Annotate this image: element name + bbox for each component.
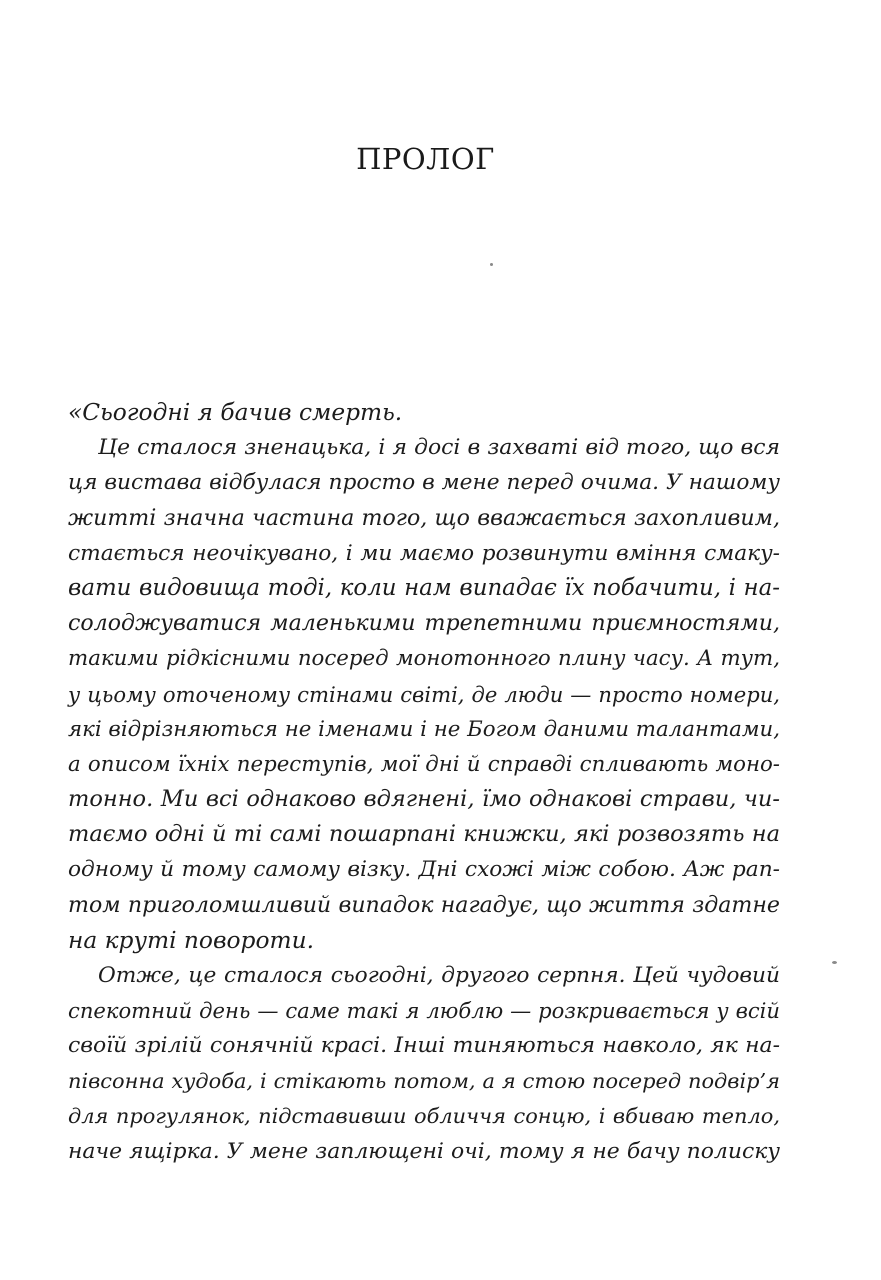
text-line: на круті повороти. — [68, 926, 314, 954]
text-line: які відрізняються не іменами і не Богом даними талантами, — [68, 716, 780, 742]
text-line: наче ящірка. У мене заплющені очі, тому я не бачу полиску — [68, 1138, 780, 1164]
text-line: у цьому оточеному стінами світі, де люди — просто номери, — [68, 681, 780, 707]
text-line: «Сьогодні я бачив смерть. — [68, 399, 403, 426]
text-line: том приголомшливий випадок нагадує, що життя здатне — [68, 891, 780, 918]
text-line: півсонна худоба, і стікають потом, а я стою посеред подвір’я — [68, 1068, 780, 1093]
text-line: своїй зрілій сонячній красі. Інші тиняються навколо, як на- — [68, 1033, 780, 1059]
text-line: житті значна частина того, що вважається захопливим, — [68, 504, 780, 531]
paper-speck — [490, 263, 493, 266]
paper-speck — [832, 961, 837, 964]
chapter-title: ПРОЛОГ — [356, 142, 495, 176]
text-line: солоджуватися маленькими трепетними приємностями, — [68, 610, 780, 637]
text-line: таємо одні й ті самі пошарпані книжки, які розвозять на — [68, 821, 780, 848]
text-line: Отже, це сталося сьогодні, другого серпня. Цей чудовий — [98, 963, 780, 988]
text-line: тонно. Ми всі однаково вдягнені, їмо однакові страви, чи- — [68, 786, 780, 813]
text-line: вати видовища тоді, коли нам випадає їх побачити, і на- — [68, 574, 780, 601]
text-line: такими рідкісними посеред монотонного плину часу. А тут, — [68, 646, 780, 672]
text-line: стається неочікувано, і ми маємо розвинути вміння смаку- — [68, 540, 780, 566]
body-text — [68, 395, 780, 1169]
text-line: спекотний день — саме такі я люблю — розкривається у всій — [68, 998, 780, 1024]
text-line: а описом їхніх переступів, мої дні й справді спливають моно- — [68, 751, 780, 777]
text-line: Це сталося зненацька, і я досі в захваті від того, що вся — [98, 435, 780, 461]
text-line: ця вистава відбулася просто в мене перед очима. У нашому — [68, 470, 780, 496]
text-line: одному й тому самому візку. Дні схожі між собою. Аж рап- — [68, 857, 780, 883]
text-line: для прогулянок, підставивши обличчя сонцю, і вбиваю тепло, — [68, 1103, 780, 1128]
